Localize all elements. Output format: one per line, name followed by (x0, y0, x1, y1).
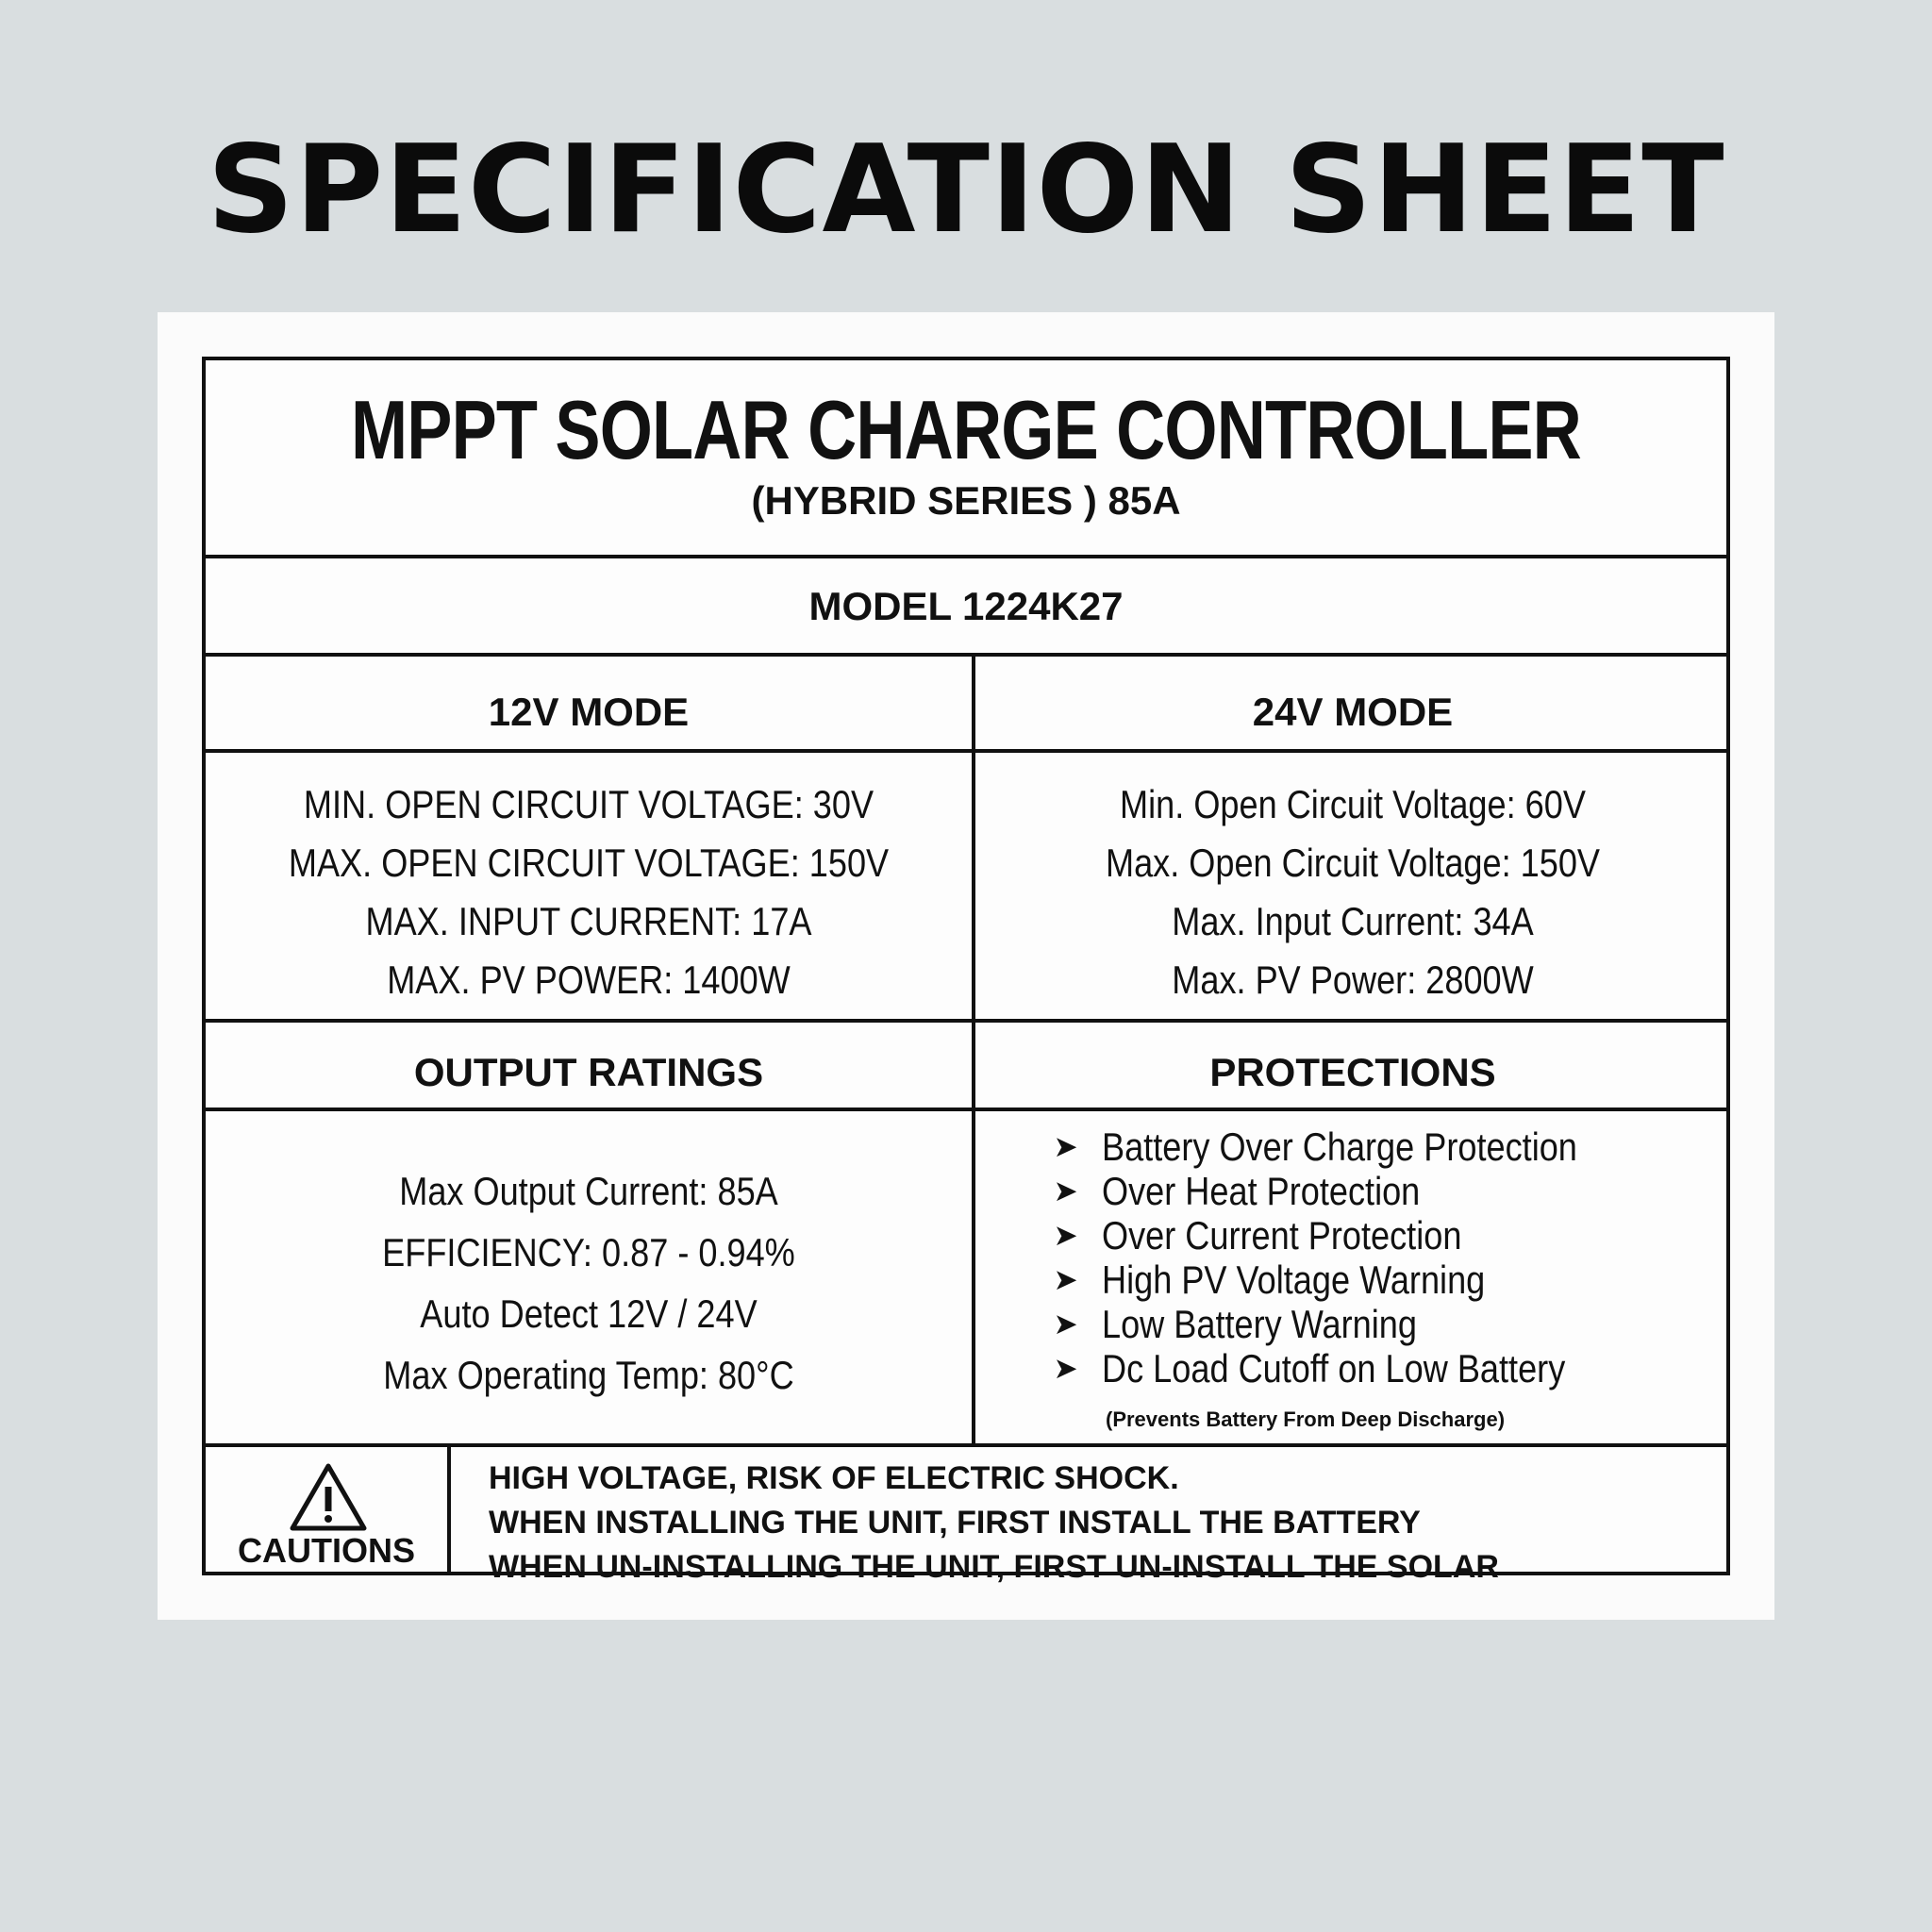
divider-line (206, 749, 1726, 753)
model-row (206, 558, 1726, 657)
specs-24v-mode (1028, 775, 1677, 1009)
page-title: SPECIFICATION SHEET (207, 120, 1725, 260)
output-ratings-list (259, 1160, 918, 1406)
title-row (206, 360, 1726, 558)
protections-list (1055, 1124, 1730, 1391)
heading-24v-mode: 24V MODE (1252, 690, 1454, 734)
spec-line: Max. Open Circuit Voltage: 150V (1105, 841, 1601, 885)
cautions-row (206, 1447, 1726, 1585)
spec-line: Min. Open Circuit Voltage: 60V (1120, 782, 1586, 826)
column-divider (972, 657, 975, 1447)
chevron-right-icon: ➤ (1055, 1175, 1077, 1206)
spec-line: MAX. OPEN CIRCUIT VOLTAGE: 150V (288, 841, 890, 885)
warning-triangle-icon (287, 1460, 370, 1534)
chevron-right-icon: ➤ (1055, 1308, 1077, 1339)
model-number: MODEL 1224K27 (808, 584, 1124, 628)
cautions-panel (206, 1447, 451, 1575)
caution-line: WHEN INSTALLING THE UNIT, FIRST INSTALL THE BATTERY (489, 1505, 1421, 1541)
spec-line: MAX. INPUT CURRENT: 17A (365, 899, 812, 943)
rating-line: Max Output Current: 85A (399, 1169, 778, 1213)
spec-line: MIN. OPEN CIRCUIT VOLTAGE: 30V (303, 782, 874, 826)
chevron-right-icon: ➤ (1055, 1264, 1077, 1294)
spec-line: Max. Input Current: 34A (1172, 899, 1534, 943)
spec-line: Max. PV Power: 2800W (1172, 958, 1534, 1002)
list-item: ➤ Low Battery Warning (1055, 1301, 1417, 1346)
cautions-label: CAUTIONS (238, 1531, 415, 1570)
label-sheet (158, 312, 1774, 1620)
caution-line: WHEN UN-INSTALLING THE UNIT, FIRST UN-INSTALL THE SOLAR (489, 1549, 1499, 1585)
list-item: ➤ High PV Voltage Warning (1055, 1257, 1486, 1302)
chevron-right-icon: ➤ (1055, 1353, 1077, 1383)
specs-12v-mode (259, 775, 918, 1009)
product-subtitle: (HYBRID SERIES ) 85A (751, 478, 1181, 523)
caution-line: HIGH VOLTAGE, RISK OF ELECTRIC SHOCK. (489, 1460, 1179, 1496)
heading-protections: PROTECTIONS (1209, 1050, 1496, 1094)
rating-line: EFFICIENCY: 0.87 - 0.94% (382, 1230, 795, 1274)
chevron-right-icon: ➤ (1055, 1220, 1077, 1250)
cautions-text (489, 1457, 1499, 1590)
spec-line: MAX. PV POWER: 1400W (387, 958, 791, 1002)
protection-note: (Prevents Battery From Deep Discharge) (1106, 1407, 1506, 1431)
list-item: ➤ Battery Over Charge Protection (1055, 1124, 1577, 1169)
divider-line (206, 1019, 1726, 1023)
rating-line: Max Operating Temp: 80°C (383, 1353, 794, 1397)
heading-12v-mode: 12V MODE (488, 690, 690, 734)
list-item: ➤ Over Heat Protection (1055, 1168, 1421, 1213)
divider-line (206, 1108, 1726, 1111)
rating-line: Auto Detect 12V / 24V (420, 1291, 758, 1336)
list-item: ➤ Over Current Protection (1055, 1212, 1462, 1257)
chevron-right-icon: ➤ (1055, 1131, 1077, 1161)
product-title: MPPT SOLAR CHARGE CONTROLLER (351, 383, 1581, 476)
spec-table (202, 357, 1730, 1585)
heading-output-ratings: OUTPUT RATINGS (413, 1050, 764, 1094)
list-item: ➤ Dc Load Cutoff on Low Battery (1055, 1345, 1566, 1391)
